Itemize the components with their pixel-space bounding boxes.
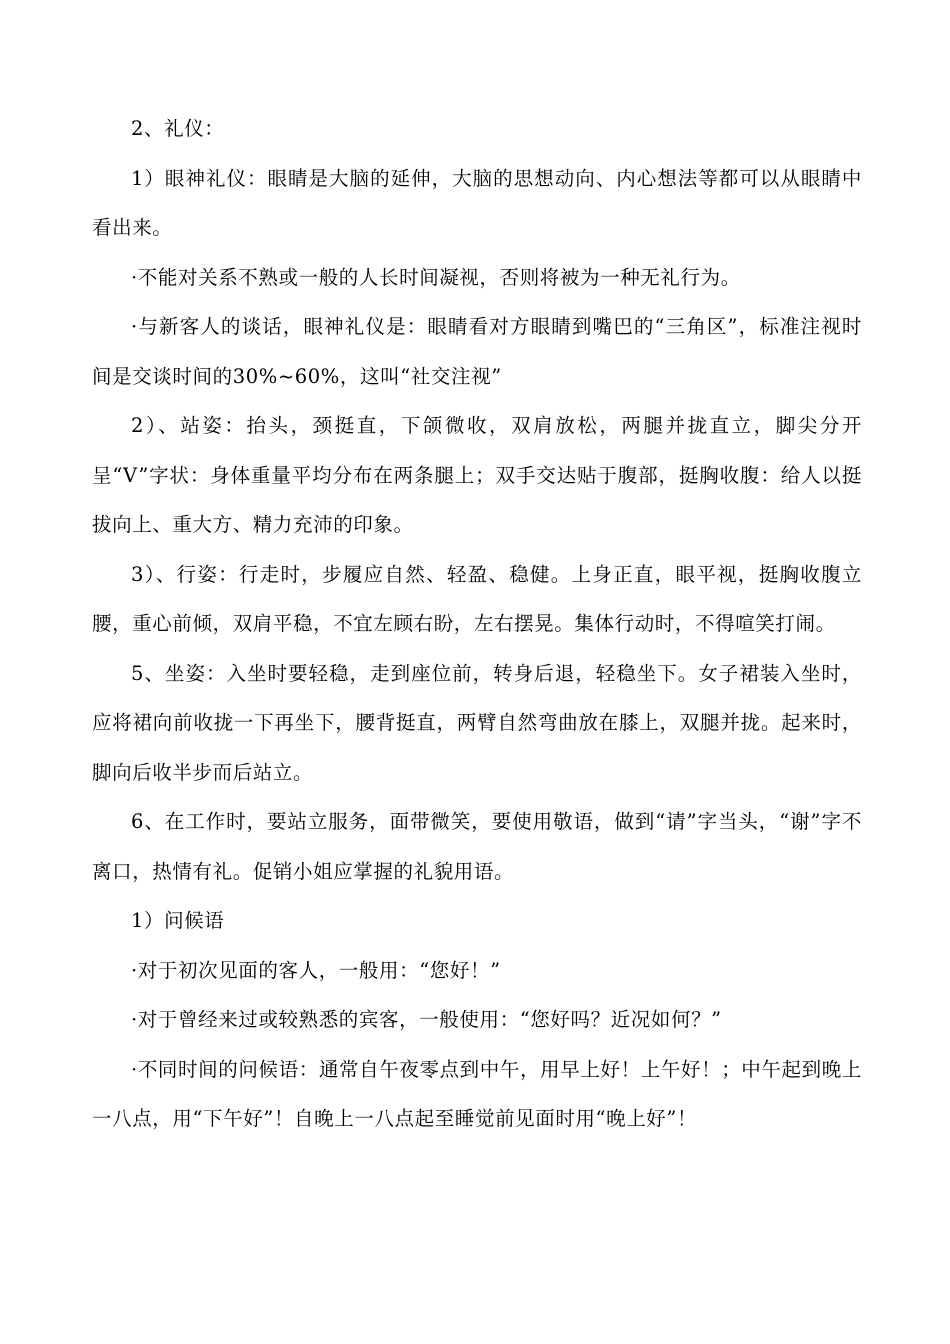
paragraph-time-greetings: ·不同时间的问候语：通常自午夜零点到中午，用早上好！上午好！；中午起到晚上一八点，用“下午好”！自晚上一八点起至睡觉前见面时用“晚上好”！ [92,1057,862,1130]
paragraph-walking-posture: 3）、行姿：行走时，步履应自然、轻盈、稳健。上身正直，眼平视，挺胸收腹立腰，重心前倾，双肩平稳，不宜左顾右盼，左右摆晃。集体行动时，不得喧笑打闹。 [92,562,862,635]
paragraph-greetings-heading: 1）问候语 [131,909,225,932]
document-body [92,104,862,1144]
paragraph-standing-posture: 2）、站姿：抬头，颈挺直，下颌微收，双肩放松，两腿并拢直立，脚尖分开呈“V”字状：身体重量平均分布在两条腿上；双手交达贴于腹部，挺胸收腹：给人以挺拔向上、重大方、精力充沛的印象。 [92,414,862,536]
paragraph-no-staring: ·不能对关系不熟或一般的人长时间凝视，否则将被为一种无礼行为。 [131,265,741,289]
paragraph-first-meeting: ·对于初次见面的客人，一般用：“您好！” [131,958,501,982]
paragraph-social-gaze: ·与新客人的谈话，眼神礼仪是：眼睛看对方眼睛到嘴巴的“三角区”，标准注视时间是交谈时间的30%~60%，这叫“社交注视” [92,315,862,388]
paragraph-section-etiquette: 2、礼仪： [131,117,225,140]
paragraph-service-etiquette: 6、在工作时，要站立服务，面带微笑，要使用敬语，做到“请”字当头，“谢”字不离口，热情有礼。促销小姐应掌握的礼貌用语。 [92,810,862,883]
paragraph-returning-guest: ·对于曾经来过或较熟悉的宾客，一般使用：“您好吗？近况如何？” [131,1008,722,1031]
paragraph-sitting-posture: 5、坐姿：入坐时要轻稳，走到座位前，转身后退，轻稳坐下。女子裙装入坐时，应将裙向前收拢一下再坐下，腰背挺直，两臂自然弯曲放在膝上，双腿并拢。起来时，脚向后收半步而后站立。 [92,661,862,784]
paragraph-eye-etiquette: 1）眼神礼仪：眼睛是大脑的延伸，大脑的思想动向、内心想法等都可以从眼睛中看出来。 [92,166,862,239]
